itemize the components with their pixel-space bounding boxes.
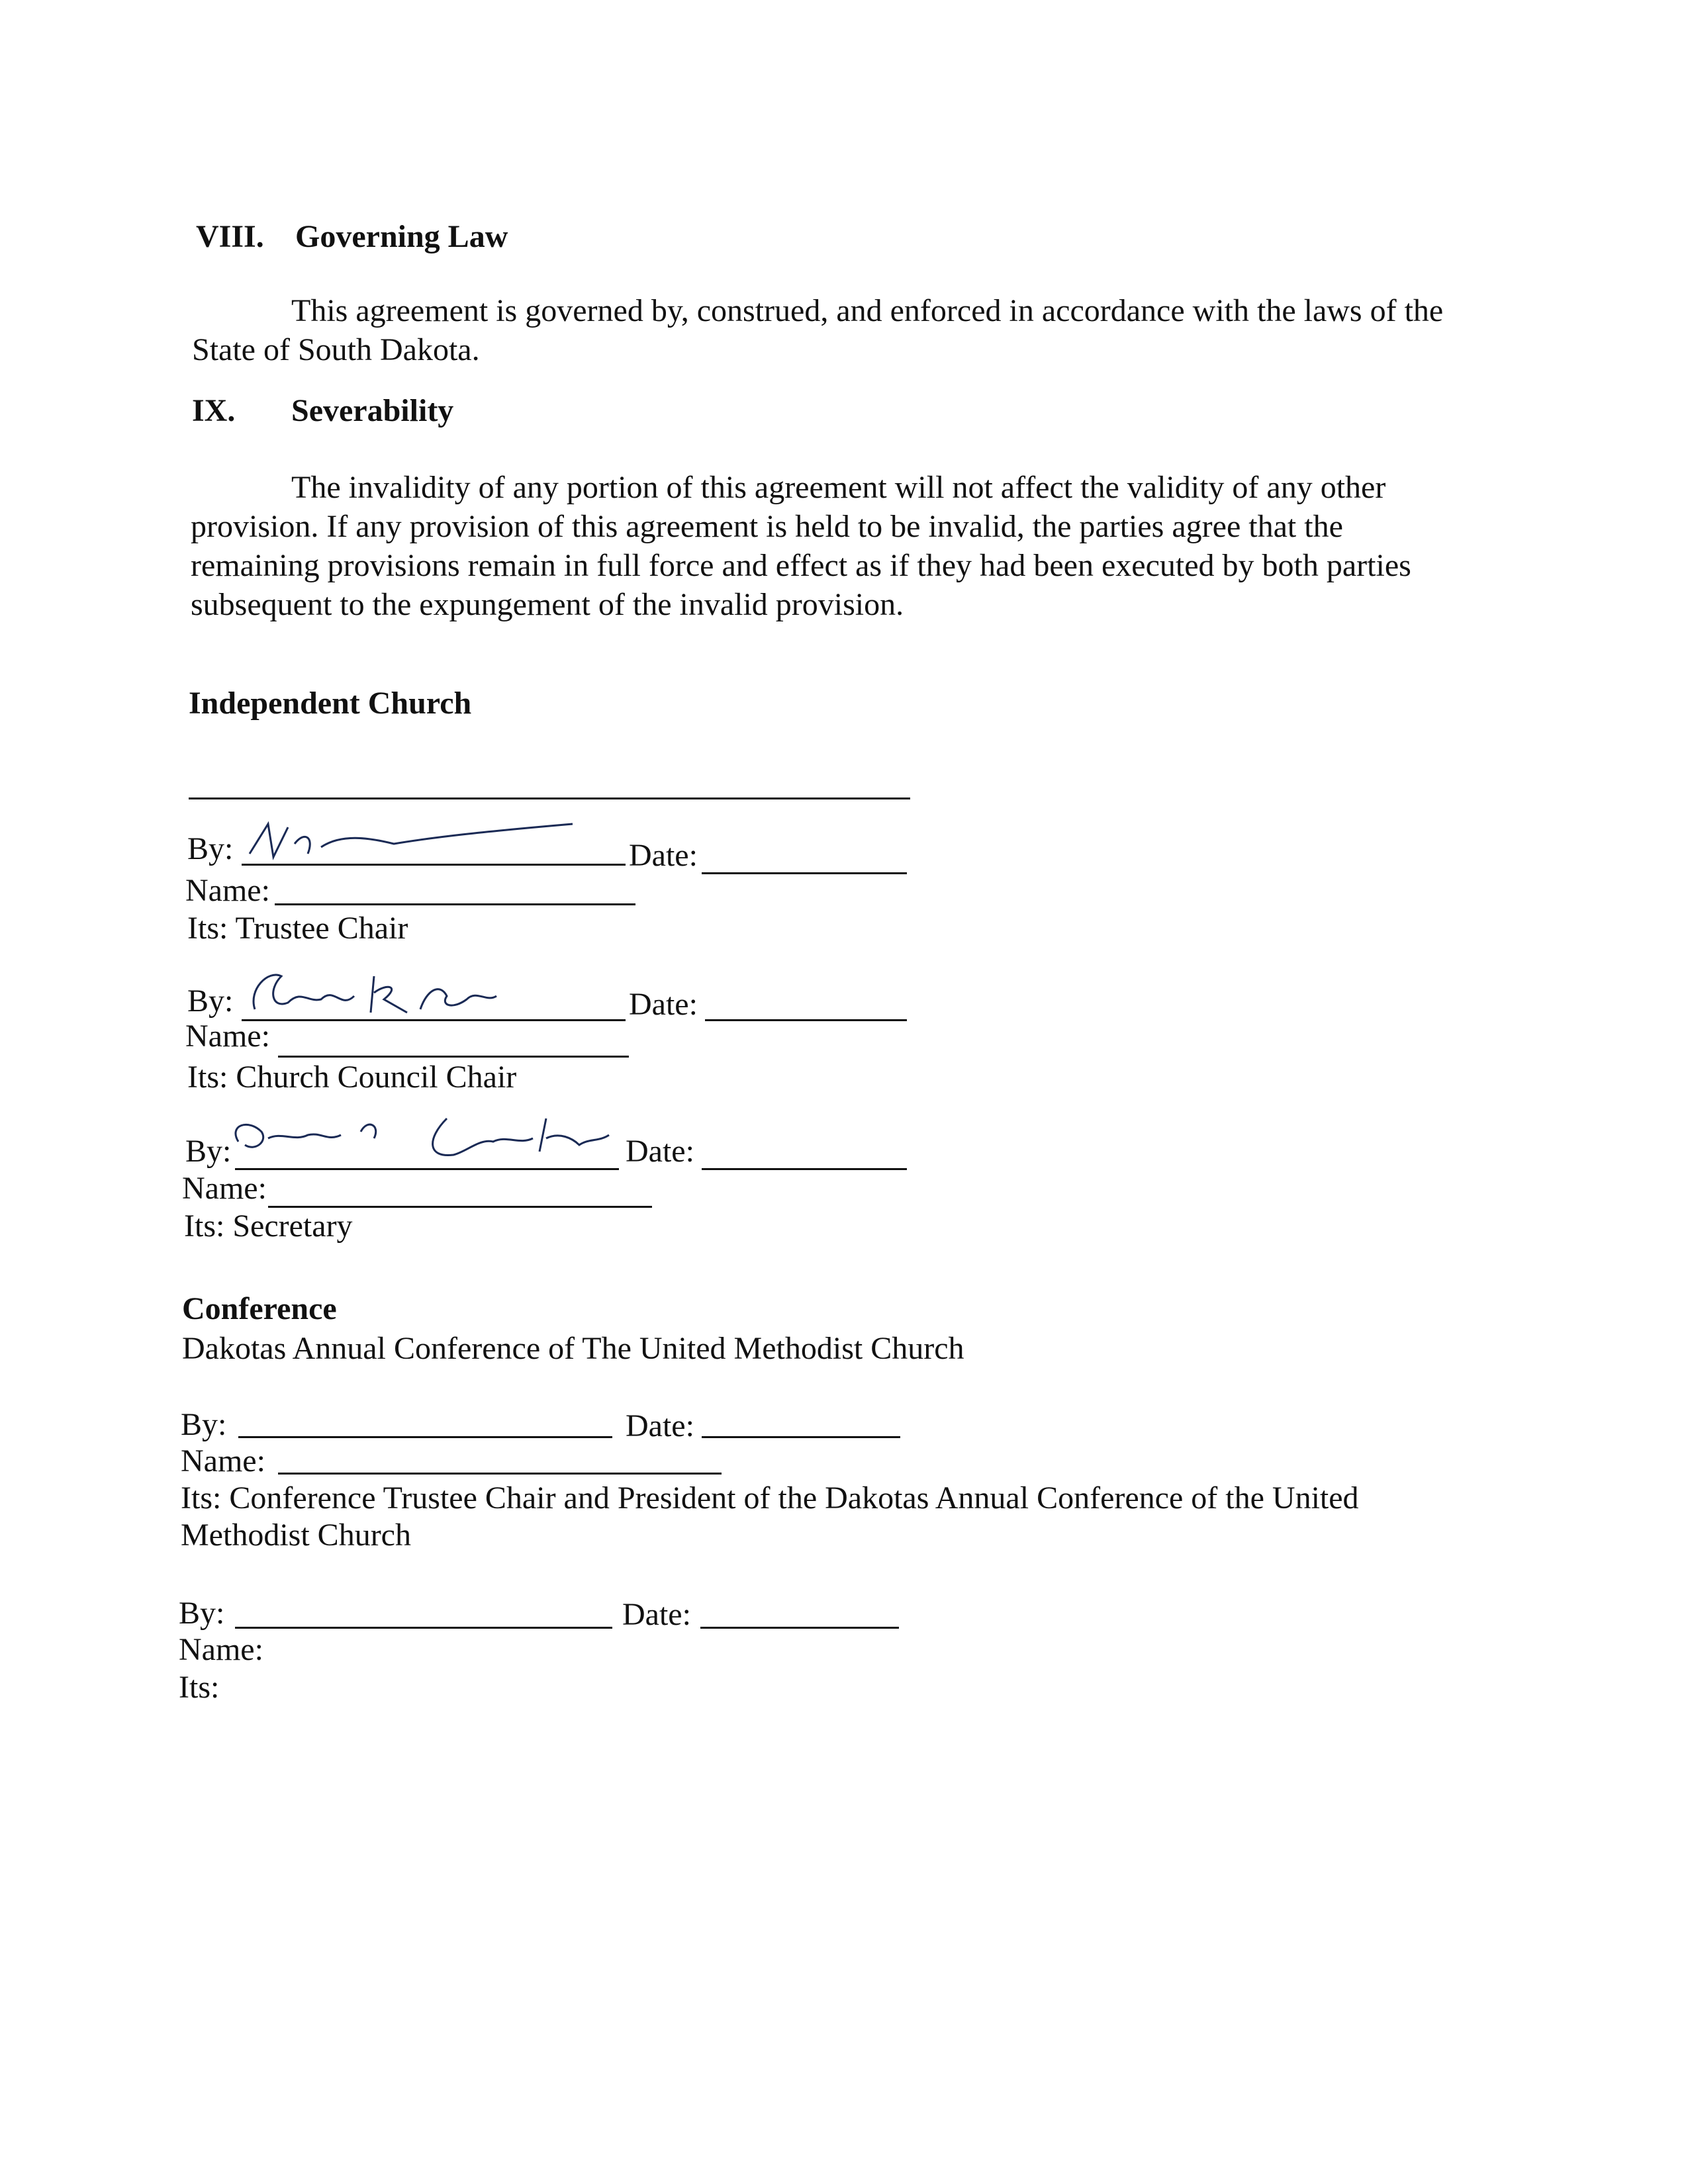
handwritten-date [705, 826, 917, 876]
signature-line-blank [189, 797, 910, 799]
name-label: Name: [185, 873, 270, 908]
handwritten-printed-name [318, 1023, 596, 1062]
name-label: Name: [181, 1443, 265, 1479]
section-viii-body: This agreement is governed by, construed, and enforced in accordance with the laws of the State of South Dakota. [192, 293, 1444, 367]
its-title: Its: Church Council Chair [187, 1060, 517, 1095]
by-label: By: [181, 1407, 227, 1442]
by-label: By: [187, 831, 234, 866]
date-label: Date: [629, 987, 698, 1022]
date-line [700, 1627, 899, 1629]
signed-date-text: 11/6/22 [712, 981, 835, 1018]
its-title: Its: Secretary [184, 1208, 353, 1244]
by-label: By: [185, 1134, 232, 1169]
date-line [702, 1436, 900, 1438]
signed-name-text: Wayne Van Wart [278, 877, 540, 913]
section-viii-title: Governing Law [295, 219, 508, 254]
date-label: Date: [629, 838, 698, 873]
section-ix-body: The invalidity of any portion of this agreement will not affect the validity of any other provision. If any provision of this agreement is held to be invalid, the parties agree that the remaining provisions remain in full force and effect as if they had been executed by both parties subsequent to the expungement of the invalid provision. [191, 470, 1411, 622]
its-label: Its: [179, 1670, 220, 1705]
date-label: Date: [626, 1134, 694, 1169]
name-line [278, 1473, 722, 1475]
its-title: Its: Trustee Chair [187, 911, 408, 946]
conference-heading: Conference [182, 1291, 337, 1326]
handwritten-date [712, 973, 910, 1023]
handwritten-signature [228, 1105, 619, 1171]
name-label: Name: [185, 1019, 270, 1054]
date-label: Date: [626, 1408, 694, 1443]
by-label: By: [187, 983, 234, 1019]
by-label: By: [179, 1596, 225, 1631]
date-label: Date: [622, 1597, 691, 1632]
by-signature-line [235, 1627, 612, 1629]
its-title: Its: Conference Trustee Chair and President of the Dakotas Annual Conference of the United Methodist Church [181, 1480, 1359, 1553]
handwritten-printed-name [271, 1170, 655, 1210]
handwritten-printed-name [278, 877, 649, 917]
section-viii-number: VIII. [196, 219, 264, 254]
signed-date-text: 11/7/22 [705, 1137, 828, 1174]
by-signature-line [238, 1436, 612, 1438]
signed-name-text: Janet Loeschke [285, 1170, 525, 1207]
handwritten-signature [242, 817, 586, 870]
conference-subheading: Dakotas Annual Conference of The United Methodist Church [182, 1331, 964, 1366]
signed-date-text: 11-6-22 [710, 835, 835, 872]
name-label: Name: [179, 1632, 263, 1667]
handwritten-signature [242, 963, 520, 1023]
handwritten-date [705, 1125, 923, 1185]
signed-name-text: Jody Piper [331, 1023, 490, 1060]
section-ix-title: Severability [291, 393, 454, 428]
name-label: Name: [182, 1171, 267, 1206]
independent-church-heading: Independent Church [189, 686, 472, 721]
section-ix-number: IX. [192, 393, 236, 428]
